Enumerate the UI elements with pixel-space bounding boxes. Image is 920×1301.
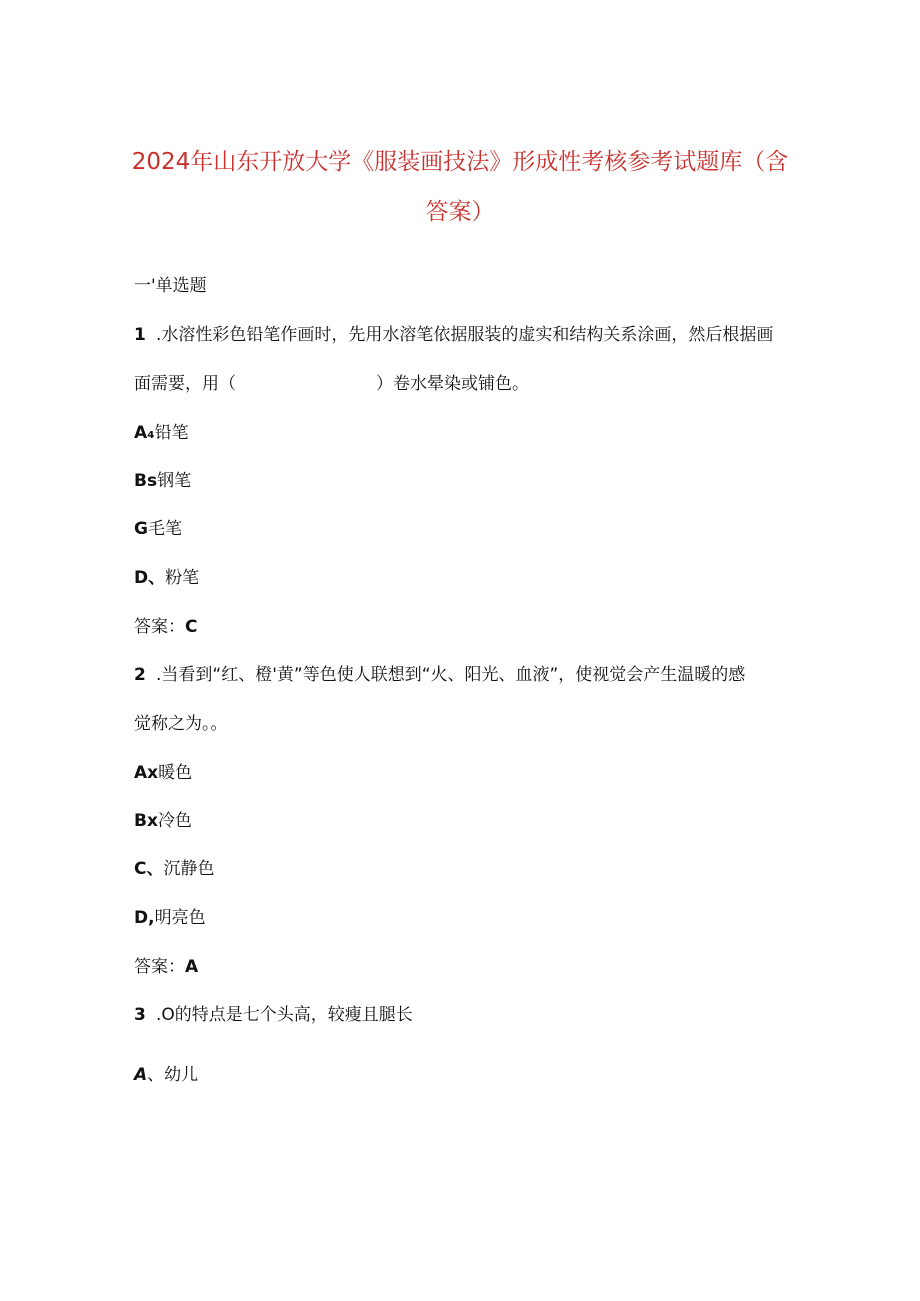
answer-value: A (185, 957, 199, 977)
section-heading: 一'单选题 (134, 276, 207, 296)
option-label: C、 (134, 859, 164, 879)
question-1-option-d (134, 567, 199, 589)
question-1-answer (134, 616, 197, 638)
option-label: A (134, 1065, 148, 1085)
option-text: 、幼儿 (147, 1065, 199, 1085)
option-text: 暖色 (158, 763, 193, 783)
question-2-option-b (134, 810, 192, 832)
option-label: A₄ (134, 423, 155, 443)
option-text: 钢笔 (157, 471, 192, 491)
option-text: 沉静色 (163, 859, 215, 879)
question-3-line-1 (134, 1004, 413, 1026)
option-text: 明亮色 (154, 908, 206, 928)
question-1-option-a (134, 422, 189, 444)
question-3-option-a (134, 1064, 198, 1086)
question-2-option-c (134, 858, 214, 880)
question-1-text-after-blank: ）卷水晕染或铺色。 (376, 374, 529, 394)
option-text: 冷色 (157, 811, 192, 831)
question-3-text: .O的特点是七个头高，较瘦且腿长 (156, 1005, 413, 1025)
option-label: Bx (134, 811, 158, 831)
question-1-line-1 (134, 324, 773, 346)
question-2-option-d (134, 907, 206, 929)
question-2-answer (134, 956, 198, 978)
question-2-line-2: 觉称之为。。 (134, 714, 228, 734)
answer-label: 答案： (134, 617, 185, 637)
document-title-line-1: 2024年山东开放大学《服装画技法》形成性考核参考试题库（含 (131, 149, 789, 175)
option-text: 毛笔 (147, 519, 182, 539)
question-3-number: 3 (134, 1005, 146, 1025)
question-2-line-1 (134, 664, 745, 686)
question-2-number: 2 (134, 665, 146, 685)
question-1-option-c (134, 518, 182, 540)
question-2-option-a (134, 762, 192, 784)
answer-label: 答案： (134, 957, 185, 977)
answer-value: C (185, 617, 198, 637)
option-label: G (134, 519, 148, 539)
question-1-text: .水溶性彩色铅笔作画时，先用水溶笔依据服装的虚实和结构关系涂画，然后根据画 (156, 325, 774, 345)
question-2-text: .当看到“红、橙'黄”等色使人联想到“火、阳光、血液”，使视觉会产生温暖的感 (156, 665, 746, 685)
option-label: D, (134, 908, 155, 928)
question-1-line-2 (134, 373, 529, 395)
question-1-number: 1 (134, 325, 146, 345)
option-text: 粉笔 (165, 568, 200, 588)
question-1-option-b (134, 470, 191, 492)
option-label: Bs (134, 471, 158, 491)
document-title-line-2: 答案） (425, 199, 495, 225)
question-1-text-before-blank: 面需要，用（ (134, 374, 236, 394)
option-label: Ax (134, 763, 159, 783)
option-text: 铅笔 (154, 423, 189, 443)
option-label: D、 (134, 568, 166, 588)
